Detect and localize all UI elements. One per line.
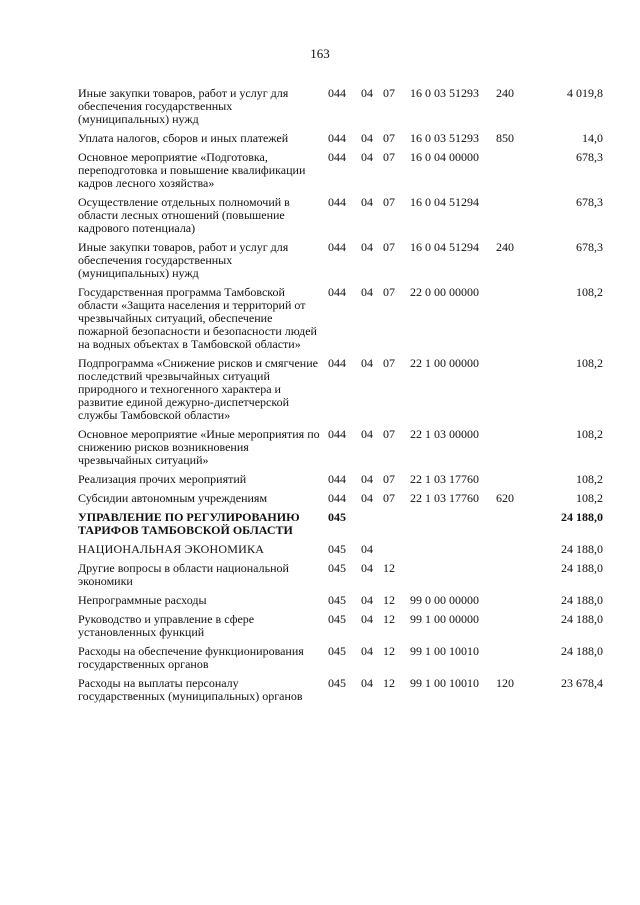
- subsection-code: 12: [383, 593, 395, 607]
- target-article-code: 16 0 04 51294: [410, 195, 479, 209]
- section-code: 04: [361, 285, 373, 299]
- target-article-code: 99 1 00 00000: [410, 612, 479, 626]
- expense-type-code: 620: [496, 491, 514, 505]
- section-code: 04: [361, 150, 373, 164]
- expense-type-code: 120: [496, 676, 514, 690]
- target-article-code: 22 1 03 17760: [410, 472, 479, 486]
- subsection-code: 07: [383, 427, 395, 441]
- budget-table: [0, 87, 640, 709]
- subsection-code: 07: [383, 285, 395, 299]
- subsection-code: 07: [383, 131, 395, 145]
- department-code: 044: [328, 285, 346, 299]
- amount-value: 24 188,0: [561, 542, 603, 556]
- amount-value: 14,0: [582, 131, 603, 145]
- row-description: Реализация прочих мероприятий: [78, 472, 247, 486]
- expense-type-code: 850: [496, 131, 514, 145]
- section-code: 04: [361, 491, 373, 505]
- row-description: НАЦИОНАЛЬНАЯ ЭКОНОМИКА: [78, 542, 265, 556]
- subsection-code: 07: [383, 240, 395, 254]
- department-code: 044: [328, 240, 346, 254]
- department-code: 045: [328, 542, 346, 556]
- row-description: Непрограммные расходы: [78, 593, 207, 607]
- target-article-code: 99 0 00 00000: [410, 593, 479, 607]
- section-code: 04: [361, 195, 373, 209]
- row-description: Уплата налогов, сборов и иных платежей: [78, 131, 289, 145]
- target-article-code: 16 0 04 51294: [410, 240, 479, 254]
- section-code: 04: [361, 86, 373, 100]
- department-code: 045: [328, 676, 346, 690]
- amount-value: 108,2: [576, 472, 603, 486]
- table-row: [0, 428, 640, 467]
- section-code: 04: [361, 472, 373, 486]
- subsection-code: 07: [383, 356, 395, 370]
- amount-value: 24 188,0: [561, 593, 603, 607]
- row-description: Расходы на обеспечение функционирования государственных органов: [78, 644, 304, 671]
- subsection-code: 07: [383, 491, 395, 505]
- amount-value: 678,3: [576, 150, 603, 164]
- subsection-code: 07: [383, 472, 395, 486]
- section-code: 04: [361, 542, 373, 556]
- department-code: 044: [328, 427, 346, 441]
- table-row: [0, 473, 640, 486]
- amount-value: 108,2: [576, 491, 603, 505]
- subsection-code: 07: [383, 86, 395, 100]
- table-row: [0, 286, 640, 351]
- row-description: Иные закупки товаров, работ и услуг для обеспечения государственных (муниципальных) нужд: [78, 86, 289, 126]
- row-description: Иные закупки товаров, работ и услуг для обеспечения государственных (муниципальных) нужд: [78, 240, 289, 280]
- table-row: [0, 645, 640, 671]
- department-code: 044: [328, 195, 346, 209]
- subsection-code: 07: [383, 150, 395, 164]
- amount-value: 23 678,4: [561, 676, 603, 690]
- amount-value: 108,2: [576, 427, 603, 441]
- row-description: Государственная программа Тамбовской области «Защита населения и территорий от чрезвычайных ситуаций, обеспечение пожарной безопасности и безопасности людей на водных объектах в Тамбовской области»: [78, 285, 317, 351]
- target-article-code: 22 1 03 00000: [410, 427, 479, 441]
- subsection-code: 12: [383, 561, 395, 575]
- department-code: 044: [328, 491, 346, 505]
- target-article-code: 22 1 00 00000: [410, 356, 479, 370]
- row-description: Расходы на выплаты персоналу государственных (муниципальных) органов: [78, 676, 303, 703]
- target-article-code: 22 1 03 17760: [410, 491, 479, 505]
- target-article-code: 16 0 04 00000: [410, 150, 479, 164]
- table-row: [0, 511, 640, 537]
- section-code: 04: [361, 676, 373, 690]
- department-code: 044: [328, 150, 346, 164]
- table-row: [0, 594, 640, 607]
- row-description: Другие вопросы в области национальной экономики: [78, 561, 289, 588]
- page-number: 163: [310, 46, 330, 61]
- department-code: 045: [328, 510, 346, 524]
- target-article-code: 16 0 03 51293: [410, 131, 479, 145]
- table-row: [0, 677, 640, 703]
- row-description: Руководство и управление в сфере установленных функций: [78, 612, 255, 639]
- table-row: [0, 196, 640, 235]
- amount-value: 24 188,0: [561, 612, 603, 626]
- department-code: 044: [328, 131, 346, 145]
- department-code: 044: [328, 86, 346, 100]
- amount-value: 24 188,0: [561, 561, 603, 575]
- row-description: Основное мероприятие «Подготовка, переподготовка и повышение квалификации кадров лесного хозяйства»: [78, 150, 306, 190]
- table-row: [0, 492, 640, 505]
- table-row: [0, 132, 640, 145]
- target-article-code: 99 1 00 10010: [410, 644, 479, 658]
- section-code: 04: [361, 612, 373, 626]
- section-code: 04: [361, 131, 373, 145]
- table-row: [0, 87, 640, 126]
- department-code: 044: [328, 472, 346, 486]
- table-row: [0, 151, 640, 190]
- amount-value: 678,3: [576, 195, 603, 209]
- subsection-code: 07: [383, 195, 395, 209]
- amount-value: 4 019,8: [567, 86, 603, 100]
- table-row: [0, 613, 640, 639]
- expense-type-code: 240: [496, 86, 514, 100]
- section-code: 04: [361, 427, 373, 441]
- subsection-code: 12: [383, 644, 395, 658]
- target-article-code: 22 0 00 00000: [410, 285, 479, 299]
- row-description: УПРАВЛЕНИЕ ПО РЕГУЛИРОВАНИЮ ТАРИФОВ ТАМБОВСКОЙ ОБЛАСТИ: [78, 510, 300, 537]
- row-description: Подпрограмма «Снижение рисков и смягчение последствий чрезвычайных ситуаций природного и техногенного характера и развитие единой дежурно-диспетчерской службы Тамбовской области»: [78, 356, 318, 422]
- table-row: [0, 543, 640, 556]
- table-row: [0, 357, 640, 422]
- department-code: 045: [328, 561, 346, 575]
- target-article-code: 99 1 00 10010: [410, 676, 479, 690]
- target-article-code: 16 0 03 51293: [410, 86, 479, 100]
- section-code: 04: [361, 561, 373, 575]
- department-code: 044: [328, 356, 346, 370]
- amount-value: 108,2: [576, 285, 603, 299]
- expense-type-code: 240: [496, 240, 514, 254]
- section-code: 04: [361, 240, 373, 254]
- amount-value: 678,3: [576, 240, 603, 254]
- row-description: Субсидии автономным учреждениям: [78, 491, 268, 505]
- table-row: [0, 562, 640, 588]
- amount-value: 108,2: [576, 356, 603, 370]
- amount-value: 24 188,0: [561, 510, 603, 524]
- section-code: 04: [361, 644, 373, 658]
- section-code: 04: [361, 356, 373, 370]
- table-row: [0, 241, 640, 280]
- section-code: 04: [361, 593, 373, 607]
- row-description: Осуществление отдельных полномочий в области лесных отношений (повышение кадрового потенциала): [78, 195, 290, 235]
- subsection-code: 12: [383, 676, 395, 690]
- department-code: 045: [328, 644, 346, 658]
- department-code: 045: [328, 593, 346, 607]
- subsection-code: 12: [383, 612, 395, 626]
- department-code: 045: [328, 612, 346, 626]
- row-description: Основное мероприятие «Иные мероприятия по снижению рисков возникновения чрезвычайных ситуаций»: [78, 427, 320, 467]
- amount-value: 24 188,0: [561, 644, 603, 658]
